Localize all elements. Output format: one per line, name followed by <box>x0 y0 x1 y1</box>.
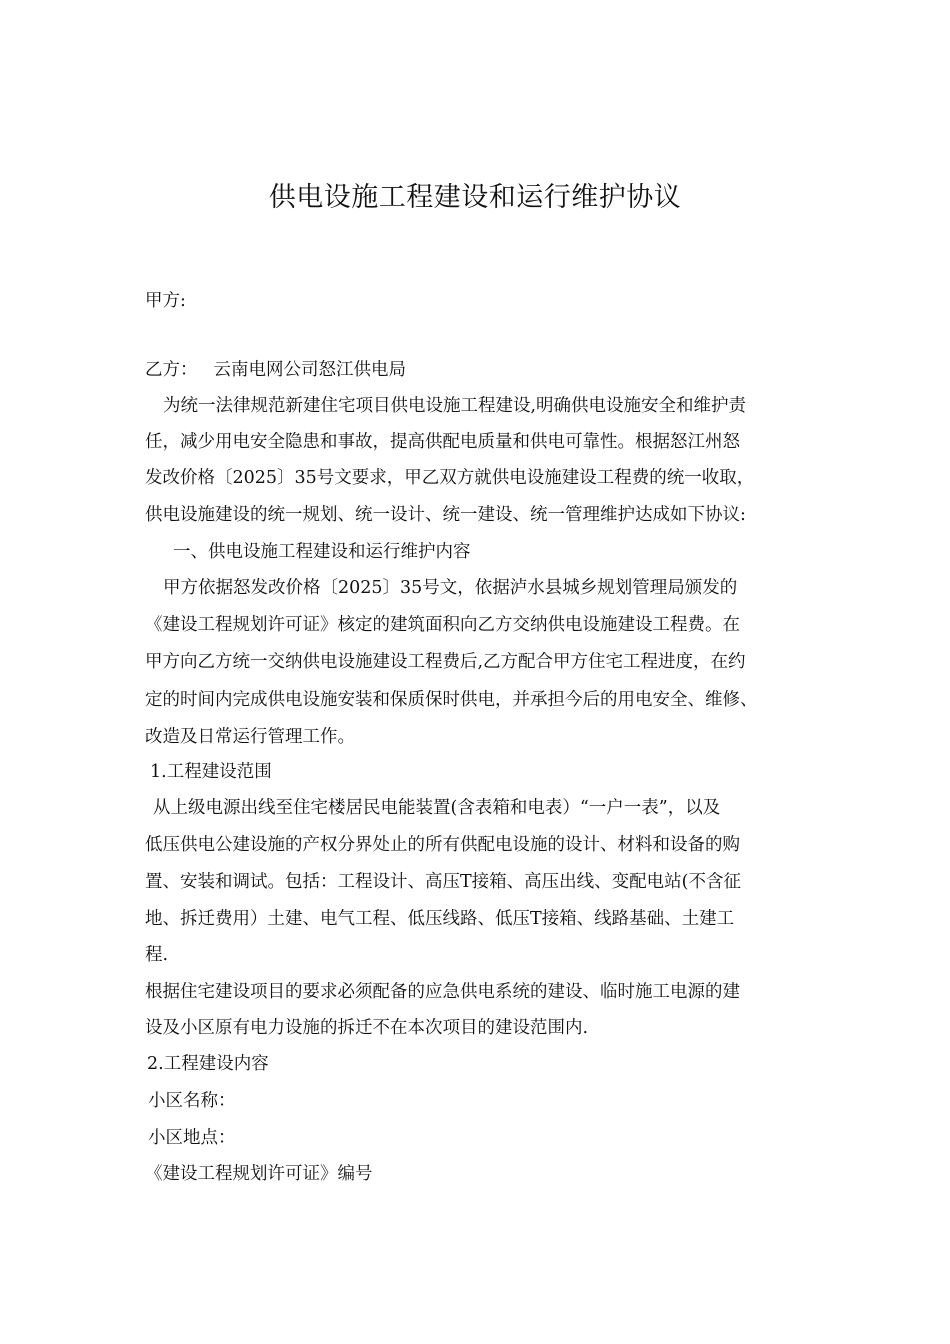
subsection-heading: 2.工程建设内容 <box>147 1054 269 1074</box>
body-line: 程. <box>145 945 169 965</box>
party-b-line <box>145 352 406 388</box>
body-line: 置、安装和调试。包括：工程设计、高压T接箱、高压出线、变配电站(不含征 <box>145 872 741 892</box>
body-line: 供电设施建设的统一规划、统一设计、统一建设、统一管理维护达成如下协议: <box>145 505 746 525</box>
body-line: 设及小区原有电力设施的拆迁不在本次项目的建设范围内. <box>145 1018 589 1038</box>
body-line: 为统一法律规范新建住宅项目供电设施工程建设,明确供电设施安全和维护责 <box>163 396 747 416</box>
body-line: 甲方依据怒发改价格〔2025〕35号文，依据泸水县城乡规划管理局颁发的 <box>163 578 738 598</box>
body-line: 发改价格〔2025〕35号文要求，甲乙双方就供电设施建设工程费的统一收取， <box>145 468 755 488</box>
party-b-label: 乙方： <box>145 360 198 380</box>
body-line: 从上级电源出线至住宅楼居民电能装置(含表箱和电表）“一户一表”，以及 <box>153 798 721 818</box>
body-line: 低压供电公建设施的产权分界处止的所有供配电设施的设计、材料和设备的购 <box>145 835 740 855</box>
party-b-value: 云南电网公司怒江供电局 <box>213 360 406 380</box>
body-line: 改造及日常运行管理工作。 <box>145 727 355 747</box>
body-line: 根据住宅建设项目的要求必须配备的应急供电系统的建设、临时施工电源的建 <box>145 982 740 1002</box>
body-line: 定的时间内完成供电设施安装和保质保时供电，并承担今后的用电安全、维修、 <box>145 690 758 710</box>
document-title: 供电设施工程建设和运行维护协议 <box>268 182 682 213</box>
subsection-heading: 1.工程建设范围 <box>150 762 272 782</box>
body-line: 甲方向乙方统一交纳供电设施建设工程费后,乙方配合甲方住宅工程进度，在约 <box>145 652 746 672</box>
body-line: 地、拆迁费用）土建、电气工程、低压线路、低压T接箱、线路基础、土建工 <box>145 909 735 929</box>
permit-number-label: 《建设工程规划许可证》编号 <box>145 1164 373 1184</box>
body-line: 《建设工程规划许可证》核定的建筑面积向乙方交纳供电设施建设工程费。在 <box>145 615 740 635</box>
section-heading: 一、供电设施工程建设和运行维护内容 <box>173 542 471 562</box>
community-location-label: 小区地点： <box>148 1128 236 1148</box>
body-line: 任，减少用电安全隐患和事故，提高供配电质量和供电可靠性。根据怒江州怒 <box>145 432 740 452</box>
party-a-label: 甲方: <box>145 291 186 311</box>
community-name-label: 小区名称： <box>148 1091 236 1111</box>
